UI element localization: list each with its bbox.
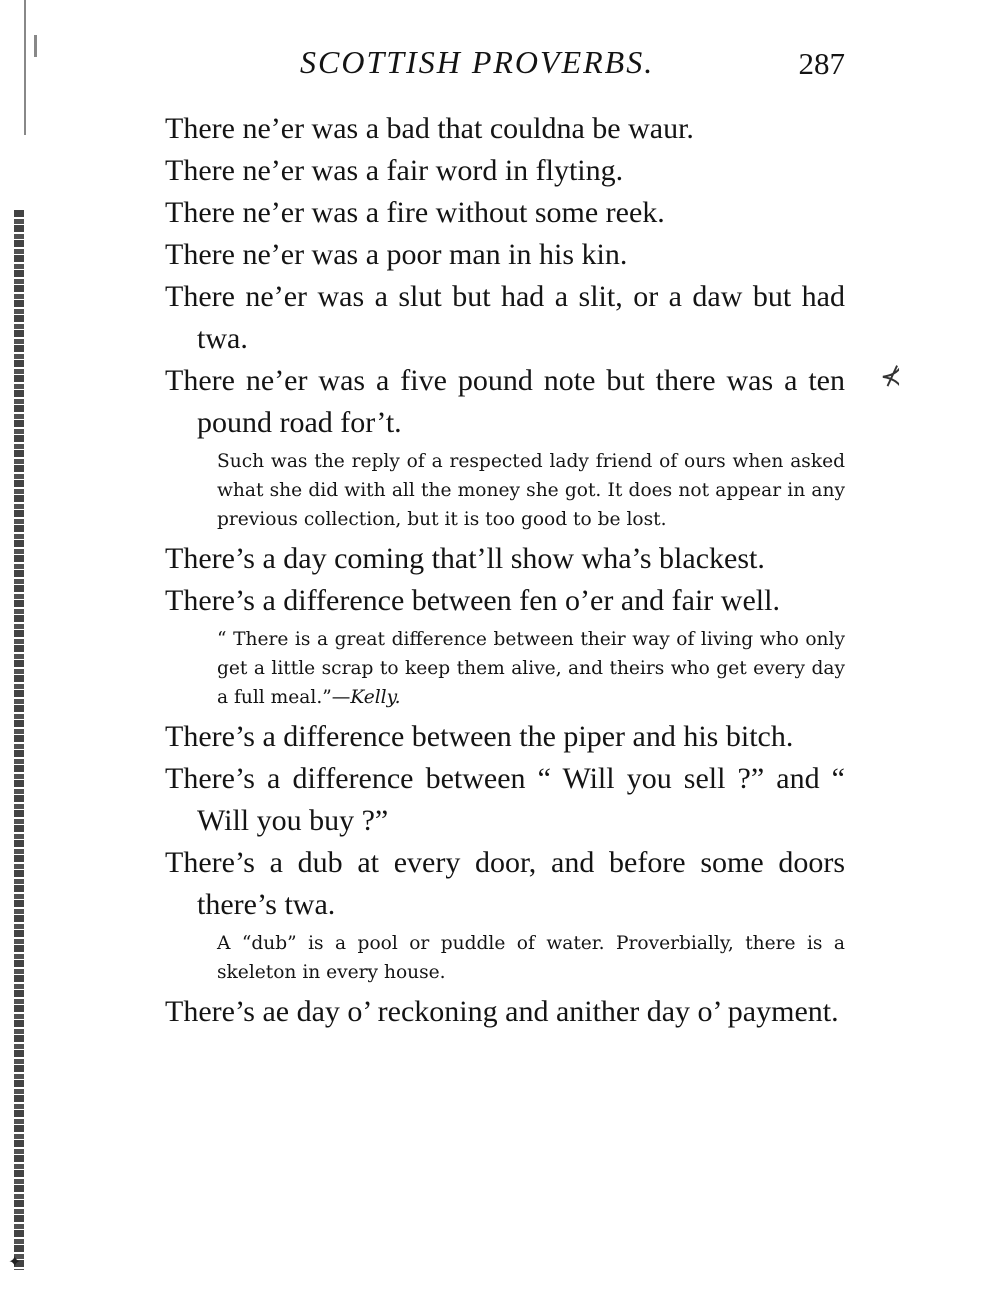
proverb-text: There ne’er was a five pound note but there was a ten pound road for’t.	[165, 364, 845, 439]
margin-annotation-mark: ⊀	[880, 362, 902, 392]
proverb-text: There’s a dub at every door, and before some doors there’s twa.	[165, 846, 845, 921]
proverb-entry	[165, 758, 845, 842]
proverb-entry	[165, 192, 845, 234]
proverb-text: There’s a difference between “ Will you sell ?” and “ Will you buy ?”	[165, 762, 845, 837]
proverb-entry	[165, 360, 845, 534]
proverb-text: There’s a day coming that’ll show wha’s blackest.	[165, 542, 765, 575]
proverb-entry	[165, 538, 845, 580]
binding-tick	[34, 35, 37, 57]
proverb-note: A “dub” is a pool or puddle of water. Proverbially, there is a skeleton in every house.	[217, 933, 845, 983]
proverb-entry	[165, 580, 845, 712]
running-title: SCOTTISH PROVERBS.	[300, 44, 655, 80]
proverb-text: There ne’er was a fair word in flyting.	[165, 154, 624, 187]
proverb-entry	[165, 716, 845, 758]
proverb-text: There ne’er was a bad that couldna be waur.	[165, 112, 694, 145]
proverb-entry	[165, 842, 845, 987]
proverb-text: There’s a difference between the piper and his bitch.	[165, 720, 794, 753]
binding-edge-top	[24, 0, 26, 135]
proverb-note: Such was the reply of a respected lady friend of ours when asked what she did with all the money she got. It does not appear in any previous collection, but it is too good to be lost.	[217, 451, 845, 530]
binding-gutter	[14, 210, 24, 1270]
proverb-entry	[165, 991, 845, 1033]
proverb-text: There ne’er was a poor man in his kin.	[165, 238, 628, 271]
note-text: “ There is a great difference between their way of living who only get a little scrap to keep them alive, and theirs who get every day a full meal.”—	[217, 629, 845, 708]
proverb-list	[165, 108, 845, 1033]
page-number: 287	[798, 46, 845, 81]
proverb-text: There ne’er was a slut but had a slit, or a daw but had twa.	[165, 280, 845, 355]
proverb-entry	[165, 150, 845, 192]
proverb-entry	[165, 108, 845, 150]
proverb-text: There’s ae day o’ reckoning and anither day o’ payment.	[165, 995, 839, 1028]
proverb-entry	[165, 234, 845, 276]
binding-ornament-icon: ✦	[8, 1252, 22, 1271]
note-citation: Kelly.	[350, 687, 401, 708]
proverb-note	[165, 625, 845, 712]
proverb-text: There’s a difference between fen o’er and fair well.	[165, 584, 780, 617]
proverb-entry	[165, 276, 845, 360]
proverb-text: There ne’er was a fire without some reek.	[165, 196, 665, 229]
page-header	[300, 44, 845, 84]
